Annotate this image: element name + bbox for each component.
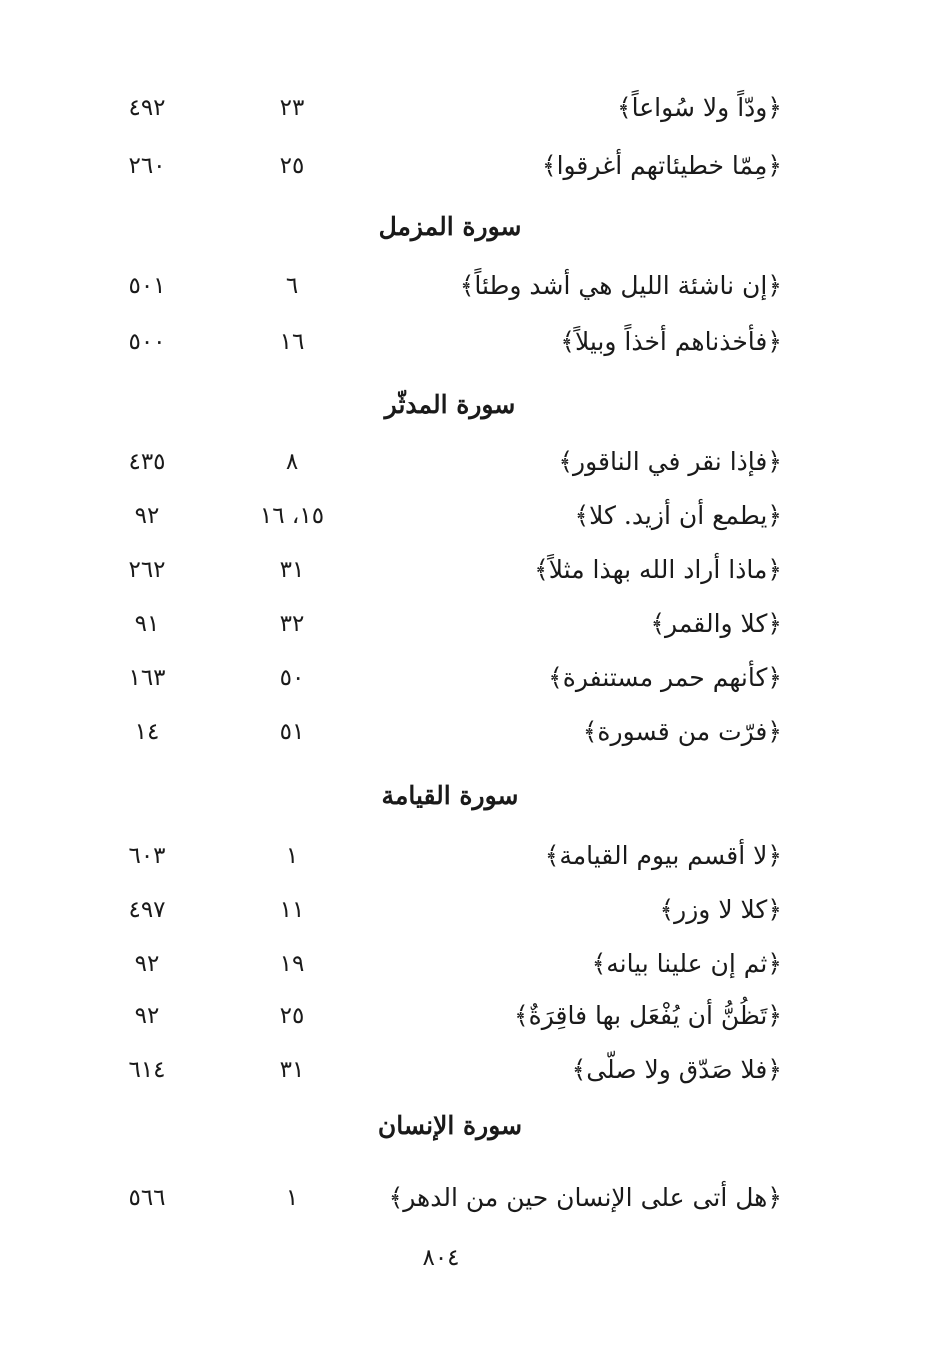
page-reference: ٩١ <box>134 611 160 637</box>
ayah-number: ١٩ <box>279 951 305 977</box>
page-reference: ٩٢ <box>134 1003 160 1029</box>
index-entry <box>0 658 942 698</box>
page-reference: ٥٠٠ <box>128 329 166 355</box>
verse-text: ﴿كلا والقمر﴾ <box>650 609 782 638</box>
ayah-number: ٨ <box>285 449 299 475</box>
verse-text: ﴿تَظُنُّ أن يُفْعَل بها فاقِرَةٌ﴾ <box>514 1001 782 1030</box>
index-entry <box>0 550 942 590</box>
verse-text: ﴿لا أقسم بيوم القيامة﴾ <box>544 841 782 870</box>
page-reference: ٢٦٠ <box>128 153 166 179</box>
ayah-number: ٥١ <box>279 719 305 745</box>
verse-text: ﴿فإذا نقر في الناقور﴾ <box>558 447 782 476</box>
verse-text: ﴿يطمع أن أزيد. كلا﴾ <box>574 501 782 530</box>
page-reference: ٦٠٣ <box>128 843 166 869</box>
ayah-number: ٢٥ <box>279 153 305 179</box>
page-reference: ٤٩٢ <box>128 95 166 121</box>
verse-text: ﴿فرّت من قسورة﴾ <box>582 717 782 746</box>
verse-text: ﴿هل أتى على الإنسان حين من الدهر﴾ <box>388 1183 782 1212</box>
page-reference: ٥٦٦ <box>128 1185 166 1211</box>
ayah-number: ١ <box>285 843 299 869</box>
index-entry <box>0 1050 942 1090</box>
index-entry <box>0 496 942 536</box>
verse-text: ﴿إن ناشئة الليل هي أشد وطئاً﴾ <box>459 271 782 300</box>
page-reference: ٩٢ <box>134 503 160 529</box>
surah-heading: سورة المزمل <box>378 212 522 241</box>
page-reference: ١٦٣ <box>128 665 166 691</box>
index-entry <box>0 266 942 306</box>
ayah-number: ١٦ <box>279 329 305 355</box>
index-entry <box>0 712 942 752</box>
index-entry <box>0 836 942 876</box>
surah-heading: سورة القيامة <box>381 781 519 810</box>
ayah-number: ٢٣ <box>279 95 305 121</box>
surah-heading: سورة المدثّر <box>384 390 516 419</box>
ayah-number: ١١ <box>279 897 305 923</box>
page-reference: ١٤ <box>134 719 160 745</box>
index-entry <box>0 322 942 362</box>
page-reference: ٥٠١ <box>128 273 166 299</box>
page-reference: ٤٣٥ <box>128 449 166 475</box>
index-entry <box>0 944 942 984</box>
index-entry <box>0 442 942 482</box>
verse-text: ﴿كأنهم حمر مستنفرة﴾ <box>548 663 782 692</box>
index-entry <box>0 1178 942 1218</box>
ayah-number: ٦ <box>285 273 299 299</box>
index-entry <box>0 996 942 1036</box>
ayah-number: ١ <box>285 1185 299 1211</box>
page-reference: ٤٩٧ <box>128 897 166 923</box>
page-number: ٨٠٤ <box>422 1245 460 1271</box>
verse-text: ﴿ثم إن علينا بيانه﴾ <box>591 949 782 978</box>
ayah-number: ٥٠ <box>279 665 305 691</box>
page-reference: ٢٦٢ <box>128 557 166 583</box>
index-entry <box>0 604 942 644</box>
verse-text: ﴿ماذا أراد الله بهذا مثلاً﴾ <box>534 555 782 584</box>
ayah-number: ٣١ <box>279 1057 305 1083</box>
verse-text: ﴿فأخذناهم أخذاً وبيلاً﴾ <box>560 327 782 356</box>
ayah-number: ٣٢ <box>279 611 305 637</box>
index-entry <box>0 88 942 128</box>
verse-text: ﴿ودّاً ولا سُواعاً﴾ <box>616 93 782 122</box>
ayah-number: ٣١ <box>279 557 305 583</box>
index-entry <box>0 146 942 186</box>
index-entry <box>0 890 942 930</box>
verse-text: ﴿كلا لا وزر﴾ <box>659 895 782 924</box>
ayah-number: ١٥، ١٦ <box>259 503 325 529</box>
page-reference: ٦١٤ <box>128 1057 166 1083</box>
verse-text: ﴿فلا صَدّق ولا صلّى﴾ <box>571 1055 782 1084</box>
page-reference: ٩٢ <box>134 951 160 977</box>
surah-heading: سورة الإنسان <box>377 1111 523 1140</box>
verse-text: ﴿مِمّا خطيئاتهم أغرقوا﴾ <box>541 151 782 180</box>
ayah-number: ٢٥ <box>279 1003 305 1029</box>
